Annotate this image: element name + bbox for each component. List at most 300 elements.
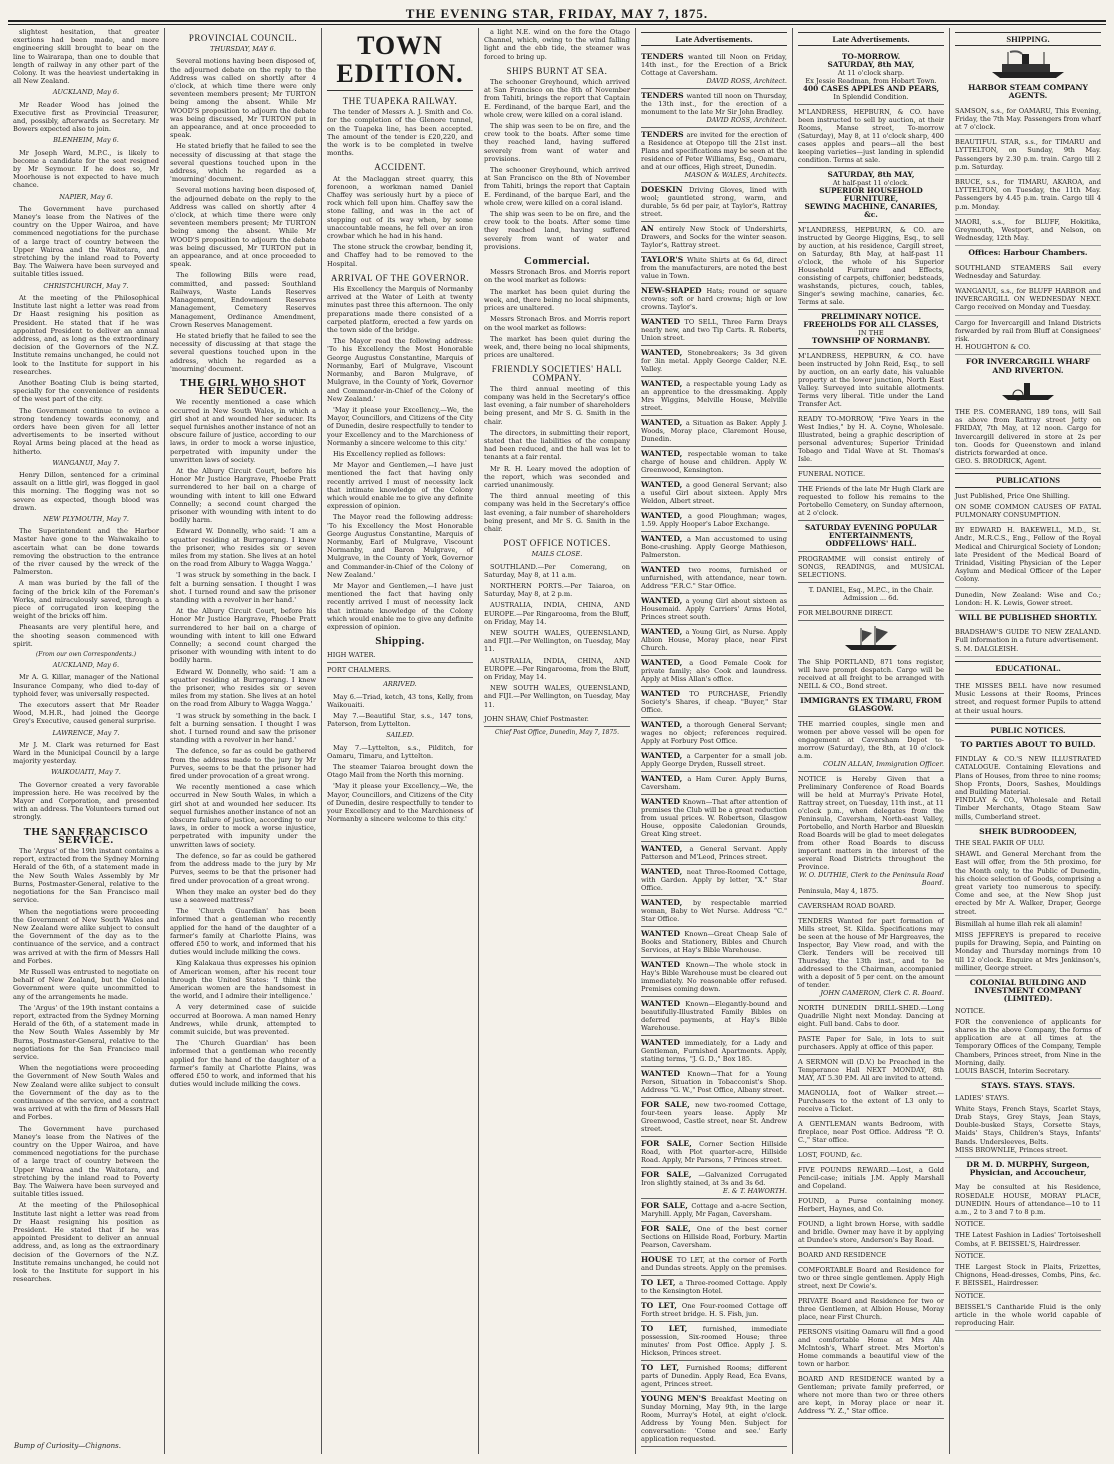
advertisement: BOARD AND RESIDENCE wanted by a Gentleman; private family preferred, or where not more than two or three others are kept, in Moray place or near it. Address "Y. Z.," Star office. <box>798 1372 944 1419</box>
classified-ad <box>641 1361 787 1392</box>
notice-heading: SHEIK BUDROODEEN, <box>979 826 1077 836</box>
notice-heading: STAYS. STAYS. STAYS. <box>981 1081 1075 1091</box>
notice <box>955 752 1101 825</box>
notice-subheading: THE SEAL FAKIR OF ULU. <box>955 839 1045 848</box>
article-paragraph: At the meeting of the Philosophical Institute last night a letter was read from Dr Haast resigning his position as President. He stated that if he was appointed President to deliver an annual address, and, as long as the extraordinary decision of the Governors of the N.Z. Institute remains unchanged, he could not look to the Institute for support in his researches. <box>13 1201 159 1284</box>
advertisement: The Ship PORTLAND, 871 tons register, will have prompt despatch. Cargo will be received at all freight to be arranged with NEILL & CO., Bond street. <box>798 655 944 694</box>
ad-text: Known—That after attention of premises the Club will be a great reduction from usual prices. W. Robertson, Glasgow House, opposite Caledonian Grounds, Great King street. <box>641 798 788 839</box>
advertisement <box>798 694 944 717</box>
article-heading: SHIPS BURNT AT SEA. <box>506 65 608 76</box>
bottom-caption: Bump of Curiosity—Chignons. <box>14 1442 121 1450</box>
ad-text: a young Girl about sixteen as Housemaid. Apply Carriers' Arms Hotel, Princes street south. <box>641 597 788 622</box>
article-heading: Commercial. <box>523 255 591 268</box>
advertisement: PERSONS visiting Oamaru will find a good and comfortable Home at Mrs Aln McIntosh's, Wharf street. Mrs Morton's Home commands a beautiful view of the town or harbor. <box>798 1325 944 1372</box>
ad-lead-word: WANTED <box>641 565 689 575</box>
advertisement-heading: CAVERSHAM ROAD BOARD. <box>798 899 944 914</box>
ad-text: are invited for the erection of a Residence at Otepopo till the 21st inst. Plans and specifications may be seen at the residence of Peter Williams, Esq., Oamaru, and at our offices, High street, Dunedin. <box>641 131 787 172</box>
notice: THE MISSES BELL have now resumed Music Lessons at their Rooms, Princes street, and request former Pupils to attend at their usual hours. <box>955 679 1101 719</box>
ad-line: T. DANIEL, Esq., M.P.C., in the Chair. <box>808 586 934 595</box>
classified-ad <box>641 1322 787 1361</box>
masthead-rule-thin <box>8 24 1106 25</box>
town-edition-title: TOWN EDITION. <box>327 32 473 91</box>
ad-lead-word: WANTED <box>641 929 685 939</box>
ad-lead-word: WANTED <box>641 317 685 327</box>
ad-lead-word: TO LET, <box>641 1324 703 1334</box>
subheading: ARRIVED. <box>383 680 417 689</box>
column-3-town-edition <box>322 28 479 1454</box>
notice-signature: FINDLAY & CO., Wholesale and Retail Timber Merchants, Otago Steam Saw mills, Cumberland street. <box>955 796 1101 821</box>
classified-ad <box>641 128 787 183</box>
signature: JOHN SHAW, Chief Postmaster. <box>484 712 630 727</box>
dateline: NEW PLYMOUTH, May 7. <box>43 514 129 523</box>
classified-ad <box>641 656 787 687</box>
advertisement: M'LANDRESS, HEPBURN, & CO. are instructed by George Higgins, Esq., to sell by auction, at his residence, Cargill street, on Saturday, 8th May, at half-past 11 o'clock, the whole of his Superior Household Furniture and Effects, consisting of carpets, chiffonier, bedsteads, washstands, pictures, couch, tables, Singer's sewing machine, canaries, &c. Terms at sale. <box>798 223 944 310</box>
publication-title: WILL BE PUBLISHED SHORTLY. <box>958 612 1098 622</box>
ad-text: a Young Girl, as Nurse. Apply Albion House, Moray place, near First Church. <box>641 628 787 653</box>
classified-ad <box>641 1137 787 1168</box>
offices-line: Offices: Harbour Chambers. <box>968 248 1088 258</box>
shipping-entry: May 6.—Triad, ketch, 43 tons, Kelly, from Waikouaiti. <box>327 692 473 709</box>
article-heading: ACCIDENT. <box>374 162 426 173</box>
ad-text: TO LET, at the corner of Forth and Dundas streets. Apply on the premises. <box>641 1256 788 1273</box>
article-heading: ARRIVAL OF THE GOVERNOR. <box>330 272 470 283</box>
article-paragraph: At the Albury Circuit Court, before his Honor Mr Justice Hargrave, Phoebe Pratt surrendered to her bail on a charge of wounding with intent to kill one Edward Connelly; a second count charged the prisoner with wounding with intent to do bodily harm. <box>170 607 316 665</box>
ad-lead-word: NEW-SHAPED <box>641 286 707 296</box>
article-paragraph: 'I was struck by something in the back. I felt a burning sensation. I thought I was shot. I turned round and saw the prisoner standing with a revolver in her hand.' <box>170 711 316 745</box>
article-paragraph: A man was buried by the fall of the facing of the brick kiln of the Foreman's Works, and miraculously saved, through a piece of corrugated iron keeping the weight of the bricks off him. <box>13 579 159 621</box>
ad-lead-word: TO LET, <box>641 1363 687 1373</box>
column-1-telegrams <box>8 28 165 1454</box>
article-paragraph: Several motions having been disposed of, the adjourned debate on the reply to the Address was called on shortly after 4 o'clock, at which time there were only seventeen members present; Mr TURTON being among the absent. While Mr WOOD'S proposition to adjourn the debate was being discussed, Mr TURTON put in an appearance, and at once proceeded to speak. <box>170 57 316 140</box>
article-paragraph: Edward W. Donnelly, who said: 'I am a squatter residing at Burragorang. I knew the prisoner, who resides six or seven miles from my station. She lives at an hotel on the road from Albury to Wagga Wagga.' <box>170 667 316 709</box>
classified-ad <box>641 958 787 997</box>
ad-text: two rooms, furnished or unfurnished, with attendance, near town. Address "F.R.C." Star Office. <box>641 566 787 591</box>
ad-line: Admission ... 6d. <box>843 594 899 603</box>
ad-line: IMMIGRANTS EX TIMARU, FROM <box>800 696 942 706</box>
article-paragraph: The stone struck the crowbar, bending it, and Chaffey had to be removed to the Hospital. <box>327 243 473 268</box>
classified-ad <box>641 532 787 563</box>
article-paragraph: The Government have purchased Maney's lease from the Natives of the country on the Upper Wairoa, and have commenced negotiations for the purchase of a large tract of country between the Upper Wairoa and the Waitotara, and stretching by the inland road to Poverty Bay. The Waiwera have been surveyed and suitable titles issued. <box>13 204 159 279</box>
mail-entry: SOUTHLAND.—Per Comerang, on Saturday, May 8, at 11 a.m. <box>484 562 630 579</box>
steamer-icon <box>988 50 1068 80</box>
shipping-notice: MAORI, s.s., for BLUFF, Hokitika, Greymouth, Westport, and Nelson, on Wednesday, 12th May. <box>955 215 1101 247</box>
advertisement: NORTH DUNEDIN DRILL-SHED.—Long Quadrille Night next Monday. Dancing at eight. Full band. Cabs to door. <box>798 1001 944 1032</box>
ad-text: a Situation as Baker. Apply J. Woods, Moray place, Claremont House, Dunedin. <box>641 419 787 444</box>
notice: THE Latest Fashion in Ladies' Tortoiseshell Combs, at F. BEISSEL'S, Hairdresser. <box>955 1228 1101 1251</box>
mail-entry: NEW SOUTH WALES, QUEENSLAND, and FIJI.—Per Wellington, on Tuesday, May 11. <box>484 684 630 709</box>
advertisement-heading: BOARD AND RESIDENCE <box>798 1248 944 1263</box>
ad-line: SATURDAY, 8th MAY, <box>827 60 915 70</box>
ad-text: Cottage and a-acre Section, Maryhill. Apply, Mr Fagan, Caversham. <box>641 1202 787 1219</box>
ad-line: GLASGOW. <box>848 704 894 714</box>
advertisement: READY TO-MORROW, "Five Years in the West Indies," by H. A. Coyne, Wholesale. Illustrated, being a graphic description of personal adventures; Superior Trinidad Tobago and Tidal Wave at St. Thomas's Isle. <box>798 412 944 467</box>
classified-ad <box>641 447 787 478</box>
notice: SHAWL and General Merchant from the East will offer, from the 5th proximo, for the Month only, to the Public of Dunedin, his choice selection of Goods, comprising a great variety too numerous to specify. Come and see, at the New Shop just erected by Mr A. Walker, Draper, George street. <box>955 847 1101 920</box>
notice-heading: FOR INVERCARGILL WHARF AND RIVERTON. <box>965 357 1091 375</box>
article-paragraph: A very determined case of suicide occurred at Boorowa. A man named Henry Andrews, while drunk, attempted to commit suicide, but was prevented. <box>170 1003 316 1036</box>
ad-line: SATURDAY EVENING POPULAR <box>804 523 938 533</box>
ad-line: TO-MORROW. <box>841 52 901 62</box>
classified-ad <box>641 416 787 447</box>
ad-text: TENDERS Wanted for part formation of Mills street, St. Kilda. Specifications may be seen at the house of Mr Hargreaves, the Inspector, Bay View road, and with the Clerk. Tenders will be received till Thursday, the 13th inst., and to be addressed to the Chairman, accompanied with a deposit of 5 per cent. on the amount of tender. <box>798 917 944 990</box>
column-5-late-ads <box>636 28 793 1454</box>
shipping-notice <box>955 316 1101 356</box>
ad-text: —Galvanized Corrugated Iron slightly stained, at 3s and 3s 6d. <box>641 1171 787 1188</box>
ad-text: One of the best corner Sections on Hillside Road, Forbury. Martin Pearson, Caversham. <box>641 1225 787 1250</box>
advertisement: PROGRAMME will consist entirely of SONGS, READINGS, and MUSICAL SELECTIONS. <box>798 552 944 583</box>
classified-ad <box>641 795 787 842</box>
article-paragraph: The tender of Messrs A. J. Smith and Co. for the completion of the Glenore tunnel, on the Tuapeka line, has been accepted. The amount of the tender is £20,220, and the work is to be completed in twelve months. <box>327 108 473 158</box>
publication-text: BY EDWARD H. BAKEWELL, M.D., St. Andr., M.R.C.S., Eng., Fellow of the Royal Medical and Chirurgical Society of London; late President of the Medical Board of Trinidad, Visiting Physician of the Leper Asylum and Medical Officer of the Leper Colony. <box>955 523 1101 587</box>
article-paragraph: a light N.E. wind on the fore the Otago Channel, which, owing to the wind falling light and the ebb tide, the steamer was forced to bring up. <box>484 28 630 61</box>
ad-text: THE married couples, single men and women per above vessel will be open for engagement at Caversham Depot to-morrow (Saturday), the 8th, at 10 o'clock a.m. <box>798 720 944 761</box>
advertisement: M'LANDRESS, HEPBURN, & CO. have been instructed to sell by auction, at their Rooms, Manse street, To-morrow (Saturday), May 8, at 11 o'clock sharp, 400 cases apples and pears—all the best keeping varieties—just landing in splendid condition. Terms at sale. <box>798 105 944 168</box>
ad-text: entirely New Stock of Undershirts, Drawers, and Socks for the winter season. Taylor's, Rattray street. <box>641 225 787 250</box>
column-6-late-ads <box>793 28 950 1454</box>
shipping-notice: SAMSON, s.s., for OAMARU, This Evening, Friday, the 7th May. Passengers from wharf at 7 o'clock. <box>955 104 1101 136</box>
article-heading: THE TUAPEKA RAILWAY. <box>342 96 458 106</box>
ad-lead-word: TENDERS <box>641 91 687 101</box>
article-paragraph: The steamer Taiaroa brought down the Otago Mail from the North this morning. <box>327 763 473 780</box>
classified-ad <box>641 772 787 795</box>
ad-lead-word: WANTED, <box>641 348 688 358</box>
article-paragraph: We recently mentioned a case which occurred in New South Wales, in which a girl shot at and wounded her seducer. Its sequel furnishes another instance of not an obscure failure of justice, according to our laws, in order to mock a worse injustice, perpetrated with impunity under the unwritten laws of society. <box>170 783 316 849</box>
ad-text: a Carpenter for a small job. Apply George Dryden, Russell street. <box>641 752 787 769</box>
agents-heading: HARBOR STEAM COMPANY AGENTS. <box>968 83 1088 101</box>
advertisement <box>798 50 944 105</box>
classified-ad <box>641 842 787 865</box>
ad-text: White Shirts at 6s 6d, direct from the manufacturers, are noted the best value in Town. <box>641 256 787 281</box>
ad-signature: W. O. DUTHIE, Clerk to the Peninsula Road Board. <box>798 871 944 888</box>
ad-text: a respectable young Lady as an apprentice to the dressmaking. Apply Mrs Wiggins, Melville House, Melville street. <box>641 380 787 413</box>
classified-ad <box>641 1276 787 1299</box>
ad-line: 400 CASES APPLES AND PEARS, <box>802 84 940 94</box>
ad-line: SEWING MACHINE, CANARIES, &c. <box>804 202 938 220</box>
advertisement-heading: LOST, FOUND, &c. <box>798 1148 944 1163</box>
subheading: SAILED. <box>386 731 414 740</box>
high-water-heading: HIGH WATER. <box>327 648 473 663</box>
article-paragraph: The following Bills were read, committed, and passed: Southland Railways, Waste Lands Reserves Management, Endowment Reserves Management, Cemetery Reserves Management, Ordinance Amendment, Crown Reserves Management. <box>170 271 316 329</box>
ad-lead-word: TO LET, <box>641 1278 680 1288</box>
dateline: AUCKLAND, May 6. <box>52 88 120 97</box>
article-paragraph: Another Boating Club is being started, specially for the convenience of residents of the west part of the city. <box>13 378 159 404</box>
advertisement: PRIVATE Board and Residence for two or three Gentlemen, at Albion House, Moray place, near First Church. <box>798 1294 944 1325</box>
classified-ad <box>641 896 787 927</box>
publication-text: Dunedin, New Zealand: Wise and Co.; London: H. K. Lewis, Gower street. <box>955 588 1101 611</box>
classified-ad <box>641 865 787 896</box>
port-heading: PORT CHALMERS. <box>327 663 473 678</box>
ad-lead-word: WANTED, <box>641 596 686 606</box>
advertisement: A SERMON will (D.V.) be Preached in the Temperance Hall NEXT MONDAY, 8th MAY, AT 5.30 P.M. All are invited to attend. <box>798 1055 944 1086</box>
section-heading: Late Advertisements. <box>641 32 787 46</box>
ad-text: wanted till Noon on Friday, 14th inst., for the Erection of a Brick Cottage at Caversham. <box>641 53 787 78</box>
article-paragraph: 'I was struck by something in the back. I felt a burning sensation. I thought I was shot. I turned round and saw the prisoner standing with a revolver in her hand.' <box>170 571 316 604</box>
classified-ad <box>641 1098 787 1137</box>
ad-lead-word: WANTED <box>641 999 686 1009</box>
classified-ad <box>641 687 787 718</box>
advertisement: A GENTLEMAN wants Bedroom, with fireplace, near Post Office. Address "P. O. C.," Star office. <box>798 1117 944 1148</box>
advertisement: MAGNOLIA, foot of Walker street.—Purchasers to the extent of L3 only to receive a Ticket. <box>798 1086 944 1117</box>
mail-entry: AUSTRALIA, INDIA, CHINA, AND EUROPE.—Per Ringarooma, from the Bluff, on Friday, May 14. <box>484 601 630 626</box>
article-paragraph: At the Albury Circuit Court, before his Honor Mr Justice Hargrave, Phoebe Pratt surrendered to her bail on a charge of wounding with intent to kill one Edward Connelly; a second count charged the prisoner with wounding with intent to do bodily harm. <box>170 466 316 525</box>
ad-text: immediately, for a Lady and Gentleman, Furnished Apartments. Apply, stating terms, "J. G. D.," Box 185. <box>641 1039 787 1064</box>
ad-line: SUPERIOR HOUSEHOLD FURNITURE, <box>819 186 923 204</box>
notice-heading: TO PARTIES ABOUT TO BUILD. <box>960 739 1096 749</box>
article-paragraph: We recently mentioned a case which occurred in New South Wales, in which a girl shot at and wounded her seducer. Its sequel furnishes another instance of not an obscure failure of justice, according to our laws, in order to mock a worse injustice, perpetrated with impunity under the unwritten laws of society. <box>170 398 316 464</box>
section-heading: SHIPPING. <box>955 32 1101 46</box>
article-heading: THE SAN FRANCISCO SERVICE. <box>23 825 149 846</box>
notice: BEISSEL'S Cantharide Fluid is the only article in the whole world capable of reproducing Hair. <box>955 1300 1101 1332</box>
ad-signature: JOHN CAMERON, Clerk C. R. Board. <box>820 989 944 998</box>
article-paragraph: The market has been quiet during the week, and, there being no local shipments, prices are unaltered. <box>484 334 630 360</box>
notice-signature: H. HOUGHTON & CO. <box>955 343 1031 352</box>
article-paragraph: Pheasants are very plentiful here, and the shooting season commenced with spirit. <box>13 623 159 648</box>
ad-lead-word: FOR SALE, <box>641 1139 700 1149</box>
ship-icon <box>841 625 901 651</box>
mail-entry: AUSTRALIA, INDIA, CHINA, AND EUROPE.—Per Ringarooma, from the Bluff, on Friday, May 14. <box>484 656 630 682</box>
ad-signature: MASON & WALES, Architects. <box>684 171 787 180</box>
advertisement <box>798 583 944 606</box>
column-4-commercial <box>479 28 636 1454</box>
article-paragraph: Henry Dillon, sentenced for a criminal assault on a little girl, was flogged in gaol this morning. The flogging was not so severe as expected, though blood was drawn. <box>13 470 159 512</box>
article-paragraph: The defence, so far as could be gathered from the address made to the jury by Mr Purves, seems to be that the prisoner had fired under provocation of a great wrong. <box>170 851 316 885</box>
dateline: NAPIER, May 6. <box>59 192 113 201</box>
article-paragraph: Several motions having been disposed of, the adjourned debate on the reply to the Address was called on shortly after 4 o'clock, at which time there were only seventeen members present; Mr TURTON being among the absent. While Mr WOOD'S proposition to adjourn the debate was being discussed, Mr TURTON put in an appearance, and at once proceeded to speak. <box>170 186 316 269</box>
classified-ad <box>641 1253 787 1276</box>
article-paragraph: The 'Argus' of the 19th instant contains a report, extracted from the Sydney Morning Herald of the 6th, of a statement made in the New South Wales Assembly by Mr Burns, Postmaster-General, relative to the negotiations for the San Francisco mail service. <box>13 1003 159 1061</box>
ad-text: furnished, immediate possession, Six-roomed House; three minutes' from Post Office. Apply J. S. Hickson, Princes street. <box>641 1325 787 1358</box>
ad-text: Breakfast Meeting on Sunday Morning, May 9th, in the large Room, Murray's Hotel, at eight o'clock. Address by Young Men. Subject for conversation: 'Come and see.' Early application requested. <box>641 1395 787 1444</box>
advertisement-heading: FOR MELBOURNE DIRECT. <box>798 606 944 621</box>
classified-ad <box>641 1067 787 1098</box>
article-paragraph: The Government have purchased Maney's lease from the Natives of the country on the Upper Wairoa, and have commenced negotiations for the purchase of a large tract of country between the Upper Wairoa and the Waitotara, and stretching by the inland road to Poverty Bay. The Waiwera have been surveyed and suitable titles issued. <box>13 1124 159 1199</box>
article-paragraph: The Superintendent and the Harbor Master have gone to the Waiwakaiho to ascertain what can be done towards removing the obstruction to the entrance of the river caused by the wreck of the Palmerston. <box>13 527 159 577</box>
ad-lead-word: TENDERS <box>641 130 687 140</box>
ad-lead-word: WANTED, <box>641 720 687 730</box>
ad-lead-word: WANTED, <box>641 867 687 877</box>
ad-text: a Man accustomed to using Bone-crushing. Apply George Mathieson, Palmerston. <box>641 535 788 560</box>
shipping-notice: SOUTHLAND STEAMERS Sail every Wednesday and Saturday. <box>955 261 1101 284</box>
classified-ad <box>641 1222 787 1253</box>
mail-entry: NEW SOUTH WALES, QUEENSLAND, and FIJI.—Per Wellington, on Tuesday, May 11. <box>484 629 630 654</box>
article-paragraph: The schooner Greyhound, which arrived at San Francisco on the 8th of November from Tahiti, brings the report that Captain E. Ferdinand, of the barque Earl, and the whole crew, were killed on a coral island. <box>484 78 630 119</box>
ad-text: Hats; round or square crowns; soft or hard crowns; high or low crowns. Taylor's. <box>641 287 787 312</box>
masthead <box>0 2 1114 24</box>
notice-text: Cargo for Invercargill and Inland Districts forwarded by rail from Bluff at Consignees' risk. <box>955 318 1101 344</box>
classified-ad <box>641 509 787 532</box>
ad-line: At 11 o'clock sharp. <box>837 69 905 78</box>
article-paragraph: The third annual meeting of this company was held in the Secretary's office last evening, a fair number of shareholders being present, and Mr S. G. Smith in the chair. <box>484 492 630 533</box>
article-paragraph: The Governor created a very favorable impression here. He was received by the Mayor and Corporation, and presented with an address. The Volunteers turned out strongly. <box>13 780 159 822</box>
advertisement-heading: FUNERAL NOTICE. <box>798 467 944 482</box>
ad-date: Peninsula, May 4, 1875. <box>798 887 879 896</box>
notice: THE Largest Stock in Plaits, Frizettes, Chignons, Head-dresses, Combs, Pins, &c. F. BEISSEL, Hairdresser. <box>955 1260 1101 1292</box>
notice-text: FINDLAY & CO.'S NEW ILLUSTRATED CATALOGUE. Containing Elevations and Plans of Houses, from three to nine rooms; Shop Fronts, Doors, Sashes, Mouldings and Building Material. <box>955 755 1101 796</box>
notice-subheading: LADIES' STAYS. <box>955 1093 1010 1102</box>
mail-entry: NORTHERN PORTS.—Per Taiaroa, on Saturday, May 8, at 2 p.m. <box>484 581 630 599</box>
article-paragraph: Mr Reader Wood has joined the Executive first as Provincial Treasurer, and, possibly, afterwards as Secretary. Mr Bowers expected also to join. <box>13 100 159 134</box>
ad-lead-word: AN <box>641 224 660 234</box>
article-paragraph: King Kalakaua thus expresses his opinion of American women, after his recent tour through the United States: 'I think the American women are the handsomest in the world, and I admire their intelligence.' <box>170 959 316 1001</box>
notice-line: Bismillah al hume illah rek ali alamin! <box>955 919 1083 928</box>
classified-ad <box>641 927 787 958</box>
article-heading: PROVINCIAL COUNCIL. <box>188 33 298 43</box>
ad-signature: COLIN ALLAN, Immigration Officer. <box>822 760 944 769</box>
article-paragraph: Mr Russell was entrusted to negotiate on behalf of New Zealand, but the Colonial Government were quite uncommitted to any of the arrangements he made. <box>13 967 159 1001</box>
ad-text: new two-roomed Cottage, four-teen years lease. Apply Mr Greenwood, Castle street, near St. Andrew street. <box>641 1101 787 1134</box>
classified-ad <box>641 625 787 656</box>
ad-text: TO PURCHASE, Friendly Society's Shares, if cheap. "Buyer," Star Office. <box>641 690 787 715</box>
ad-lead-word: WANTED, <box>641 480 686 490</box>
ad-lead-word: WANTED, <box>641 774 688 784</box>
ad-lead-word: TENDERS <box>641 52 689 62</box>
article-paragraph: When the negotiations were proceeding the Government of New South Wales and New Zealand were alike subject to consult the Government of the day as to the continuance of the service, and a contract was arrived at with the firm of Messrs Hall and Forbes. <box>13 907 159 965</box>
classified-ad <box>641 89 787 128</box>
publication-title: ON SOME COMMON CAUSES OF FATAL PULMONARY CONSUMPTION. <box>955 500 1101 523</box>
article-paragraph: The Mayor read the following address: 'To his Excellency the Most Honorable George Augustus Constantine, Marquis of Normanby, Earl of Mulgrave, Viscount Normanby, and Baron Mulgrave, of Mulgrave, in the County of York, Governor and Commander-in-Chief of the Colony of New Zealand.' <box>327 513 473 579</box>
article-paragraph: At the meeting of the Philosophical Institute last night a letter was read from Dr Haast resigning his position as President. He stated that if he was appointed President to deliver an annual address, and, as long as the extraordinary decision of the Governors of the N.Z. Institute remains unchanged, he could not look to the Institute for support in his researches. <box>13 293 159 376</box>
ad-text: Known—The whole stock in Hay's Bible Warehouse must be cleared out immediately. No reasonable offer refused. Premises coming down. <box>641 961 787 994</box>
classified-ad <box>641 1199 787 1222</box>
article-paragraph: Messrs Stronach Bros. and Morris report on the wool market as follows: <box>484 268 630 285</box>
correspondents-note: (From our own Correspondents.) <box>35 651 137 659</box>
section-heading: PUBLIC NOTICES. <box>955 723 1101 737</box>
article-paragraph: His Excellency replied as follows: <box>333 449 446 458</box>
ad-text: respectable woman to take charge of house and children. Apply W. Greenwood, Kensington. <box>641 450 787 475</box>
ad-text: a thorough General Servant; wages no object; references required. Apply at Forbury Post Office. <box>641 721 787 746</box>
ad-line: Ex Jessie Readman, from Hobart Town. <box>805 77 937 86</box>
article-paragraph: The market has been quiet during the week, and, there being no local shipments, prices are unaltered. <box>484 287 630 313</box>
classified-ad <box>641 183 787 222</box>
classified-ad <box>641 222 787 253</box>
classified-ad <box>641 1392 787 1447</box>
notice-heading: DR M. D. MURPHY, Surgeon, Physician, and Accoucheur, <box>966 1159 1090 1178</box>
ad-lead-word: WANTED, <box>641 534 687 544</box>
ad-line: SATURDAY, 8th MAY, <box>827 170 915 180</box>
dateline: WANGANUI, May 7. <box>52 458 120 467</box>
notice-subheading: NOTICE. <box>955 1251 986 1260</box>
ad-text: Known—Great Cheap Sale of Books and Stationery, Bibles and Church Services, at Hay's Bible Warehouse. <box>641 930 787 955</box>
ad-text: a Three-roomed Cottage. Apply to the Kensington Hotel. <box>641 1279 787 1296</box>
ad-lead-word: WANTED, <box>641 379 687 389</box>
ad-lead-word: FOR SALE, <box>641 1170 699 1180</box>
article-paragraph: The directors, in submitting their report, stated that the liabilities of the company had been reduced, and the hall was let to tenants at a fair rental. <box>484 428 630 462</box>
ad-lead-word: FOR SALE, <box>641 1100 696 1110</box>
ad-text: a Good Female Cook for private family; also Cook and laundress. Apply at Miss Allan's office. <box>641 659 787 684</box>
article-paragraph: Mr A. G. Killar, manager of the National Insurance Company, who died to-day of typhoid fever, was universally respected. <box>13 673 159 698</box>
shipping-notice: BEAUTIFUL STAR, s.s., for TIMARU and LYTTELTON, on Sunday, 9th May. Passengers by 2.30 p.m. train. Cargo till 2 p.m. Saturday. <box>955 135 1101 175</box>
notice-signature: S. M. DALGLEISH. <box>955 644 1019 653</box>
article-paragraph: The 'Argus' of the 19th instant contains a report, extracted from the Sydney Morning Herald of the 6th, of a statement made in the New South Wales Assembly by Mr Burns, Postmaster-General, relative to the negotiations for the San Francisco mail service. <box>13 847 159 905</box>
columns <box>8 28 1106 1454</box>
notice: May be consulted at his Residence, ROSEDALE HOUSE, MORAY PLACE, DUNEDIN. Hours of attendance—10 to 11 a.m., 2 to 3 and 7 to 8 p.m. <box>955 1180 1101 1220</box>
dateline: WAIKOUAITI, May 7. <box>51 768 121 777</box>
dateline: THURSDAY, MAY 6. <box>210 45 276 54</box>
article-paragraph: At the Maclaggan street quarry, this forenoon, a workman named Daniel Chaffey was seriously hurt by a piece of rock which fell upon him. Chaffey saw the stone falling, and was in the act of stepping out of its way when, by some unaccountable means, he fell over an iron crowbar which he had in his hand. <box>327 174 473 241</box>
ad-lead-word: WANTED <box>641 1069 688 1079</box>
article-paragraph: When they make an oyster bed do they use a seaweed mattress? <box>170 887 316 904</box>
ad-line: TOWNSHIP OF NORMANBY. <box>811 336 931 346</box>
article-paragraph: His Excellency the Marquis of Normanby arrived at the Water of Leith at twenty minutes past three this afternoon. The only preparations made there consisted of a carpeted platform, erected a few yards on the town side of the bridge. <box>327 285 473 335</box>
ad-text: TO SELL, Three Farm Drays nearly new, and two Tip Carts. R. Roberts, Union street. <box>641 318 787 343</box>
notice-signature: GEO. S. BRODRICK, Agent. <box>955 457 1047 466</box>
ad-text: Furnished Rooms; different parts of Dunedin. Apply Read, Eca Evans, agent, Princes street. <box>641 1364 788 1389</box>
ad-line: In Splendid Condition. <box>833 93 909 102</box>
advertisement <box>798 168 944 223</box>
article-paragraph: Messrs Stronach Bros. and Morris report on the wool market as follows: <box>484 315 630 332</box>
ad-lead-word: WANTED, <box>641 627 686 637</box>
ad-lead-word: FOR SALE, <box>641 1224 698 1234</box>
classified-ad <box>641 478 787 509</box>
article-paragraph: Mr Mayor and Gentlemen,—I have just mentioned the fact that having only recently arrived I must of necessity lack that intimate knowledge of the Colony which would enable me to give any definite expression of opinion. <box>327 461 473 511</box>
article-paragraph: Mr Mayor and Gentlemen,—I have just mentioned the fact that having only recently arrived I must of necessity lack that intimate knowledge of the Colony which would enable me to give any definite expression of opinion. <box>327 581 473 631</box>
shipping-notice <box>955 405 1101 469</box>
notice-subheading: NOTICE. <box>955 1220 986 1229</box>
shipping-notice: BRUCE, s.s., for TIMARU, AKAROA, and LYTTELTON, on Tuesday, the 11th May. Passengers by 4.45 p.m. train. Cargo till 4 p.m. Monday. <box>955 175 1101 215</box>
ad-text: neat Three-Roomed Cottage, with Garden. Apply by letter, "X." Star Office. <box>641 868 787 893</box>
ad-line: FREEHOLDS FOR ALL CLASSES, <box>803 320 939 330</box>
classified-ad <box>641 563 787 594</box>
ad-text: One Four-roomed Cottage off Forth street bridge. H. S. Fish, jun. <box>641 1302 787 1319</box>
publication-line: Just Published, Price One Shilling. <box>955 491 1070 500</box>
advertisement <box>798 772 944 899</box>
ad-text: a good Ploughman; wages, 1.59. Apply Hooper's Labor Exchange. <box>641 512 787 529</box>
ad-line: IN THE <box>858 329 884 338</box>
article-paragraph: The Government continue to evince a strong tendency towards economy, and orders have been given for all letter advertisements to be inserted without Royal Arms being placed at the head as hitherto. <box>13 406 159 456</box>
ad-text: Known—Elegantly-bound and beautifully-Illustrated Family Bibles on deferred payments, at Hay's Bible Warehouse. <box>641 1000 788 1033</box>
article-heading: THE GIRL WHO SHOT HER SEDUCER. <box>180 376 306 398</box>
masthead-title: THE EVENING STAR, FRIDAY, MAY 7, 1875. <box>405 6 709 21</box>
notice <box>955 1015 1101 1079</box>
ad-line: PRELIMINARY NOTICE. <box>820 312 922 322</box>
advertisement-list <box>641 50 787 1447</box>
ad-lead-word: WANTED, <box>641 449 688 459</box>
article-paragraph: The defence, so far as could be gathered from the address made to the jury by Mr Purves, seems to be that the prisoner had fired under provocation of a great wrong. <box>170 747 316 781</box>
article-paragraph: The third annual meeting of this company was held in the Secretary's office last evening, a fair number of shareholders being present, and Mr S. G. Smith in the chair. <box>484 384 630 426</box>
ad-text: Stonebreakers; 3s 3d given for 3in metal. Apply George Calder, N.E. Valley. <box>641 349 787 374</box>
shipping-entry: May 7.—Lyttelton, s.s., Pilditch, for Oamaru, Timaru, and Lyttelton. <box>327 743 473 760</box>
shipping-notice: WANGANUI, s.s., for BLUFF HARBOR and INVERCARGILL ON WEDNESDAY NEXT. Cargo received on Monday and Tuesday. <box>955 284 1101 316</box>
masthead-rule <box>8 20 1106 22</box>
ad-lead-word: FOR SALE, <box>641 1201 692 1211</box>
notice: MISS JEFFREYS is prepared to receive pupils for Drawing, Sepia, and Painting on Monday and Thursday mornings from 10 till 12 o'clock. Enquire at Mrs Jenkinson's, milliner, George street. <box>955 928 1101 976</box>
ad-text: Known—That for a Young Person, Situation in Tobacconist's Shop. Address "G. W.," Post Office, Albany street. <box>641 1070 787 1095</box>
classified-ad <box>641 1299 787 1322</box>
ad-text: a good General Servant; also a useful Girl about sixteen. Apply Mrs Weldon, Albert street. <box>641 481 787 506</box>
advertisement: COMFORTABLE Board and Residence for two or three single gentlemen. Apply High street, next Dr Cowie's. <box>798 1263 944 1294</box>
ad-text: Driving Gloves, lined with wool; gauntleted strong, warm, and durable, 5s 6d per pair, at Taylor's, Rattray street. <box>641 186 787 219</box>
classified-ad <box>641 377 787 416</box>
notice <box>955 1102 1101 1158</box>
notice-signature: LOUIS BASCH, Interim Secretary. <box>955 1067 1070 1076</box>
ad-lead-word: WANTED, <box>641 898 693 908</box>
section-heading: EDUCATIONAL. <box>955 661 1101 675</box>
advertisement: THE Friends of the late Mr Hugh Clark are requested to follow his remains to the Portobello Cemetery, on Sunday afternoon, at 2 o'clock. <box>798 482 944 521</box>
classified-ad <box>641 749 787 772</box>
subheading: MAILS CLOSE. <box>531 550 583 559</box>
classified-ad <box>641 253 787 284</box>
article-paragraph: When the negotiations were proceeding the Government of New South Wales and New Zealand were alike subject to consult the Government of the day as to the continuance of the service, and a contract was arrived at with the firm of Messrs Hall and Forbes. <box>13 1064 159 1122</box>
shipping-entry: May 7.—Beautiful Star, s.s., 147 tons, Paterson, from Lyttelton. <box>327 712 473 729</box>
advertisement <box>798 914 944 1001</box>
ad-text: a General Servant. Apply Patterson and M'Leod, Princes street. <box>641 845 787 862</box>
ad-lead-word: WANTED, <box>641 658 690 668</box>
ad-lead-word: WANTED <box>641 960 686 970</box>
article-paragraph: The executors assert that Mr Reader Wood, M.H.R., had joined the George Grey's Executive, caused general surprise. <box>13 701 159 726</box>
advertisement <box>798 521 944 552</box>
ad-signature: DAVID ROSS, Architect. <box>706 116 787 125</box>
ad-text: Corner Section Hillside Road, with Plot quarter-acre, Hillside Road. Apply, Mr Parsons, 7 Princes street. <box>641 1140 787 1165</box>
